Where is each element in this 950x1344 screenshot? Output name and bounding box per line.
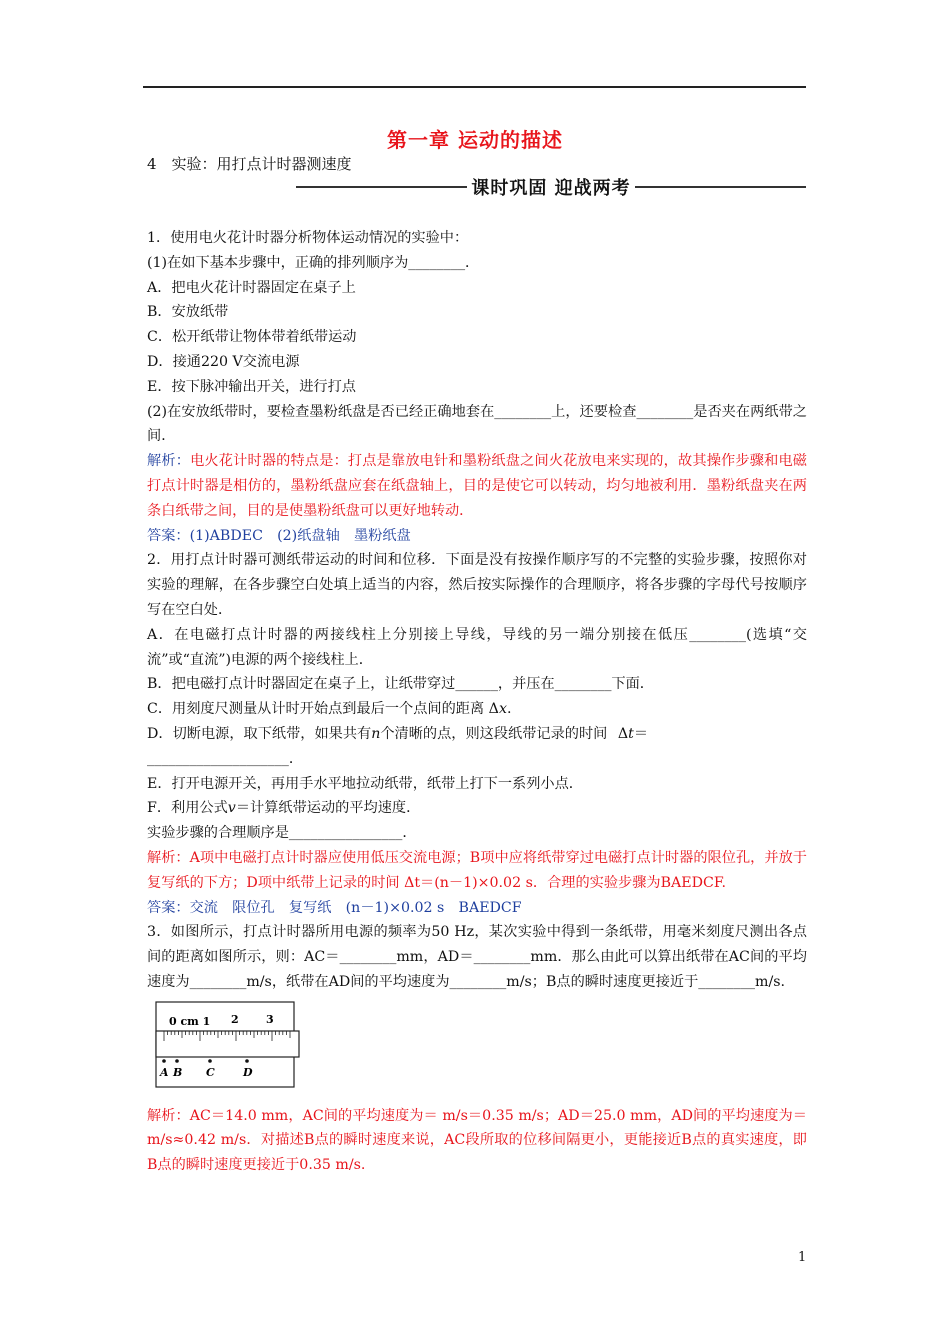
content <box>147 226 807 1178</box>
q2-option-d-var-n: n <box>371 725 381 742</box>
q1-part2: (2)在安放纸带时，要检查墨粉纸盘是否已经正确地套在________上，还要检查________是否夹在两纸带之间． <box>147 403 807 445</box>
point-d-label: D <box>243 1065 253 1079</box>
q1-stem: 1．使用电火花计时器分析物体运动情况的实验中： <box>147 230 469 246</box>
q2-analysis <box>147 846 807 896</box>
q2-analysis-label: 解析： <box>147 849 190 866</box>
q2-option-f-text2: ＝计算纸带运动的平均速度． <box>235 800 421 817</box>
q1-option-d: D．接通220 V交流电源 <box>147 353 300 370</box>
q2-option-c <box>147 697 807 722</box>
q1-analysis <box>147 449 807 523</box>
q3-analysis-label: 解析： <box>147 1107 190 1124</box>
q1-option-b: B．安放纸带 <box>147 304 229 321</box>
q2-order: 实验步骤的合理顺序是________________． <box>147 825 417 842</box>
q1-option-c: C．松开纸带让物体带着纸带运动 <box>147 329 357 346</box>
banner-line-right <box>635 186 806 188</box>
q2-analysis-text: A项中电磁打点计时器应使用低压交流电源；B项中应将纸带穿过电磁打点计时器的限位孔，并放于复写纸的下方；D项中纸带上记录的时间 Δt＝(n－1)×0.02 s．合理的实验步骤为BAEDCF. <box>147 849 807 891</box>
q1-answer-text: (1)ABDEC (2)纸盘轴 墨粉纸盘 <box>189 527 411 544</box>
q2-option-f-text1: F．利用公式 <box>147 800 228 817</box>
q2-option-c-end: . <box>506 701 512 718</box>
q2-option-d-text2: 个清晰的点，则这段纸带记录的时间 Δ <box>380 725 629 742</box>
point-a-dot <box>162 1059 166 1063</box>
q1-part1: (1)在如下基本步骤中，正确的排列顺序为________． <box>147 254 480 271</box>
banner-line-left <box>296 186 467 188</box>
q2-option-d <box>147 722 807 747</box>
q2-stem: 2．用打点计时器可测纸带运动的时间和位移．下面是没有按操作顺序写的不完整的实验步骤，按照你对实验的理解，在各步骤空白处填上适当的内容，然后按实际操作的合理顺序，将各步骤的字母代号按顺序写在空白处． <box>147 552 807 618</box>
ruler-body <box>156 1031 299 1057</box>
q2-answer-text: 交流 限位孔 复写纸 (n－1)×0.02 s BAEDCF <box>189 899 522 916</box>
point-c-label: C <box>206 1065 215 1079</box>
point-b-label: B <box>173 1065 183 1079</box>
q3-stem: 3．如图所示，打点计时器所用电源的频率为50 Hz，某次实验中得到一条纸带，用毫米刻度尺测出各点间的距离如图所示，则：AC＝________mm，AD＝________mm．那么由此可以算出纸带在AC间的平均速度为________m/s，纸带在AD间的平均速度为________m/s；B点的瞬时速度更接近于________m/s. <box>147 924 807 990</box>
q2-option-b: B．把电磁打点计时器固定在桌子上，让纸带穿过______，并压在________下面． <box>147 676 654 693</box>
chapter-title: 第一章 运动的描述 <box>387 128 563 152</box>
q2-option-c-var: x <box>498 701 507 718</box>
q3-analysis <box>147 1104 807 1178</box>
q1-option-e: E．按下脉冲输出开关，进行打点 <box>147 378 356 395</box>
q2-option-d-var-t: t <box>628 725 634 742</box>
section-label: 4 实验：用打点计时器测速度 <box>147 155 352 173</box>
q2-option-e: E．打开电源开关，再用手水平地拉动纸带，纸带上打下一系列小点． <box>147 775 583 792</box>
q1-analysis-text: 电火花计时器的特点是：打点是靠放电针和墨粉纸盘之间火花放电来实现的，故其操作步骤和电磁打点计时器是相仿的，墨粉纸盘应套在纸盘轴上，目的是使它可以转动，均匀地被利用．墨粉纸盘夹在两条白纸带之间，目的是使墨粉纸盘可以更好地转动． <box>147 453 807 519</box>
q1-option-a: A．把电火花计时器固定在桌子上 <box>147 279 356 296</box>
q2-answer <box>147 896 807 921</box>
point-d-dot <box>245 1059 249 1063</box>
q1-analysis-label: 解析： <box>147 453 191 470</box>
ruler-label-0-1: 0 cm 1 <box>169 1014 211 1028</box>
q2-option-f-var: v <box>227 800 236 817</box>
q2-option-f <box>147 796 807 821</box>
q2-answer-label: 答案： <box>147 899 190 916</box>
point-b-dot <box>175 1059 179 1063</box>
point-a-label: A <box>160 1065 169 1079</box>
q2-option-a: A．在电磁打点计时器的两接线柱上分别接上导线，导线的另一端分别接在低压________(选填“交流”或“直流”)电源的两个接线柱上． <box>147 626 807 668</box>
banner-text: 课时巩固 迎战两考 <box>471 178 631 199</box>
ruler-label-2: 2 <box>231 1012 239 1026</box>
banner <box>296 174 806 200</box>
q2-option-d-text1: D．切断电源，取下纸带，如果共有 <box>147 725 372 742</box>
q1-answer-label: 答案： <box>147 527 190 544</box>
q1-answer <box>147 524 807 549</box>
q2-option-d-blank: ____________________． <box>147 750 304 767</box>
q2-option-c-text: C．用刻度尺测量从计时开始点到最后一个点间的距离 Δ <box>147 701 499 718</box>
q2-option-d-eq: ＝ <box>633 725 649 742</box>
q3-analysis-text: AC＝14.0 mm，AC间的平均速度为＝ m/s＝0.35 m/s；AD＝25.0 mm，AD间的平均速度为＝ m/s≈0.42 m/s．对描述B点的瞬时速度来说，AC段所取的位移间隔更小，更能接近B点的真实速度，即B点的瞬时速度更接近于0.35 m/s. <box>147 1107 807 1174</box>
ruler-label-3: 3 <box>266 1012 274 1026</box>
page-number: 1 <box>798 1250 807 1265</box>
header-rule <box>143 86 806 88</box>
point-c-dot <box>208 1059 212 1063</box>
ruler-figure <box>155 1001 435 1089</box>
